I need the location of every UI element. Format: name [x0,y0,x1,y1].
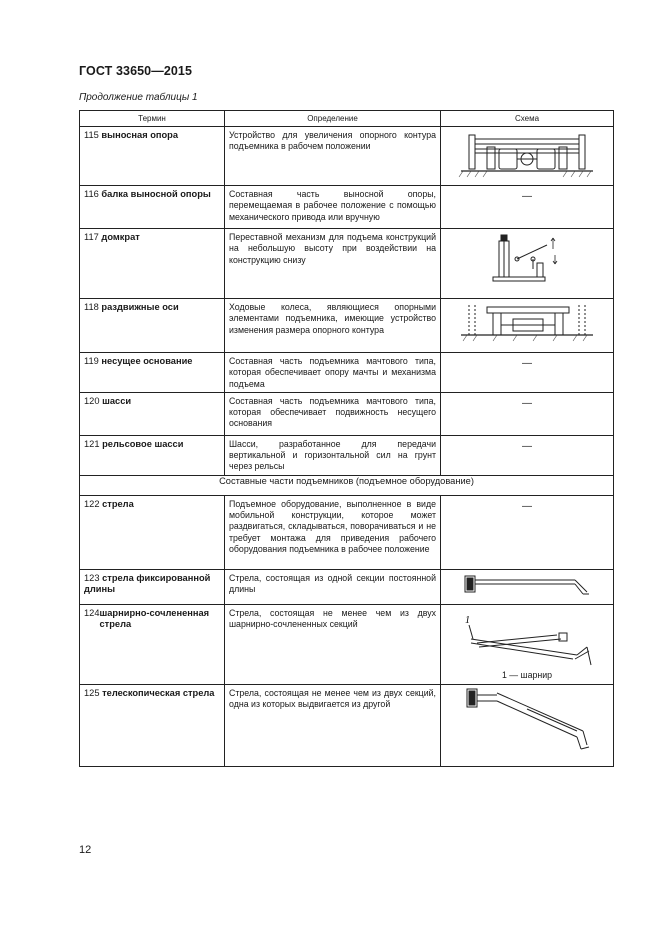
section-row [80,475,614,495]
definition-cell: Устройство для увеличения опорного контура подъемника в рабочем положении [225,127,441,186]
schema-cell [441,299,614,353]
hinge-label: 1 [465,614,470,626]
table-caption: Продолжение таблицы 1 [79,92,198,103]
term-cell: 124 шарнирно-сочлененная стрела [80,604,225,684]
fixed-boom-diagram [457,570,597,598]
definition-cell: Ходовые колеса, являющиеся опорными элементами подъемника, имеющие устройство изменения размера опорного контура [225,299,441,353]
outrigger-diagram [457,127,597,182]
jack-diagram [487,229,567,289]
table-header-row [80,111,614,127]
definition-cell: Переставной механизм для подъема конструкций на небольшую высоту при воздействии на конструкцию снизу [225,229,441,299]
term-cell: 116 балка выносной опоры [80,186,225,229]
extendable-axles-diagram [457,299,597,349]
col-header-definition: Определение [225,111,441,127]
definition-cell: Стрела, состоящая не менее чем из двух шарнирно-сочлененных секций [225,604,441,684]
articulated-boom-diagram [457,609,597,669]
table-row [80,392,614,435]
term-cell: 121 рельсовое шасси [80,435,225,475]
definition-cell: Шасси, разработанное для передачи вертикальной и горизонтальной сил на грунт через рельсы [225,435,441,475]
definition-cell: Составная часть подъемника мачтового типа, которая обеспечивает опору мачты и механизма подъема [225,353,441,393]
schema-cell [441,569,614,604]
col-header-schema: Схема [441,111,614,127]
term-cell: 118 раздвижные оси [80,299,225,353]
term-cell: 122 стрела [80,495,225,569]
definition-cell: Подъемное оборудование, выполненное в виде мобильной конструкции, которое может раздвигаться, складываться, поворачиваться и не требует монтажа для приведения рабочего оборудования подъемника в рабочее положение [225,495,441,569]
table-row [80,186,614,229]
term-cell: 117 домкрат [80,229,225,299]
table-row [80,435,614,475]
schema-legend: 1 — шарнир [501,669,553,680]
terms-table [79,110,614,767]
telescopic-boom-diagram [457,685,597,760]
term-cell: 120 шасси [80,392,225,435]
table-row [80,127,614,186]
schema-cell [441,229,614,299]
schema-cell [441,604,614,684]
term-cell: 115 выносная опора [80,127,225,186]
page-number: 12 [79,844,92,856]
schema-cell [441,684,614,766]
table-row [80,353,614,393]
term-cell: 119 несущее основание [80,353,225,393]
definition-cell: Стрела, состоящая не менее чем из двух секций, одна из которых выдвигается из другой [225,684,441,766]
schema-cell: — [441,392,614,435]
table-row [80,495,614,569]
document-id: ГОСТ 33650—2015 [79,64,193,78]
schema-cell: — [441,353,614,393]
table-row [80,569,614,604]
definition-cell: Составная часть подъемника мачтового типа, которая обеспечивает подвижность несущего основания [225,392,441,435]
definition-cell: Составная часть выносной опоры, перемещаемая в рабочее положение с помощью механического привода или вручную [225,186,441,229]
schema-cell [441,127,614,186]
col-header-term: Термин [80,111,225,127]
table-row [80,229,614,299]
term-cell: 125 телескопическая стрела [80,684,225,766]
definition-cell: Стрела, состоящая из одной секции постоянной длины [225,569,441,604]
table-row [80,604,614,684]
schema-cell: — [441,495,614,569]
term-cell: 123 стрела фиксированной длины [80,569,225,604]
section-title: Составные части подъемников (подъемное оборудование) [80,475,614,495]
table-row [80,299,614,353]
table-row [80,684,614,766]
schema-cell: — [441,435,614,475]
schema-cell: — [441,186,614,229]
